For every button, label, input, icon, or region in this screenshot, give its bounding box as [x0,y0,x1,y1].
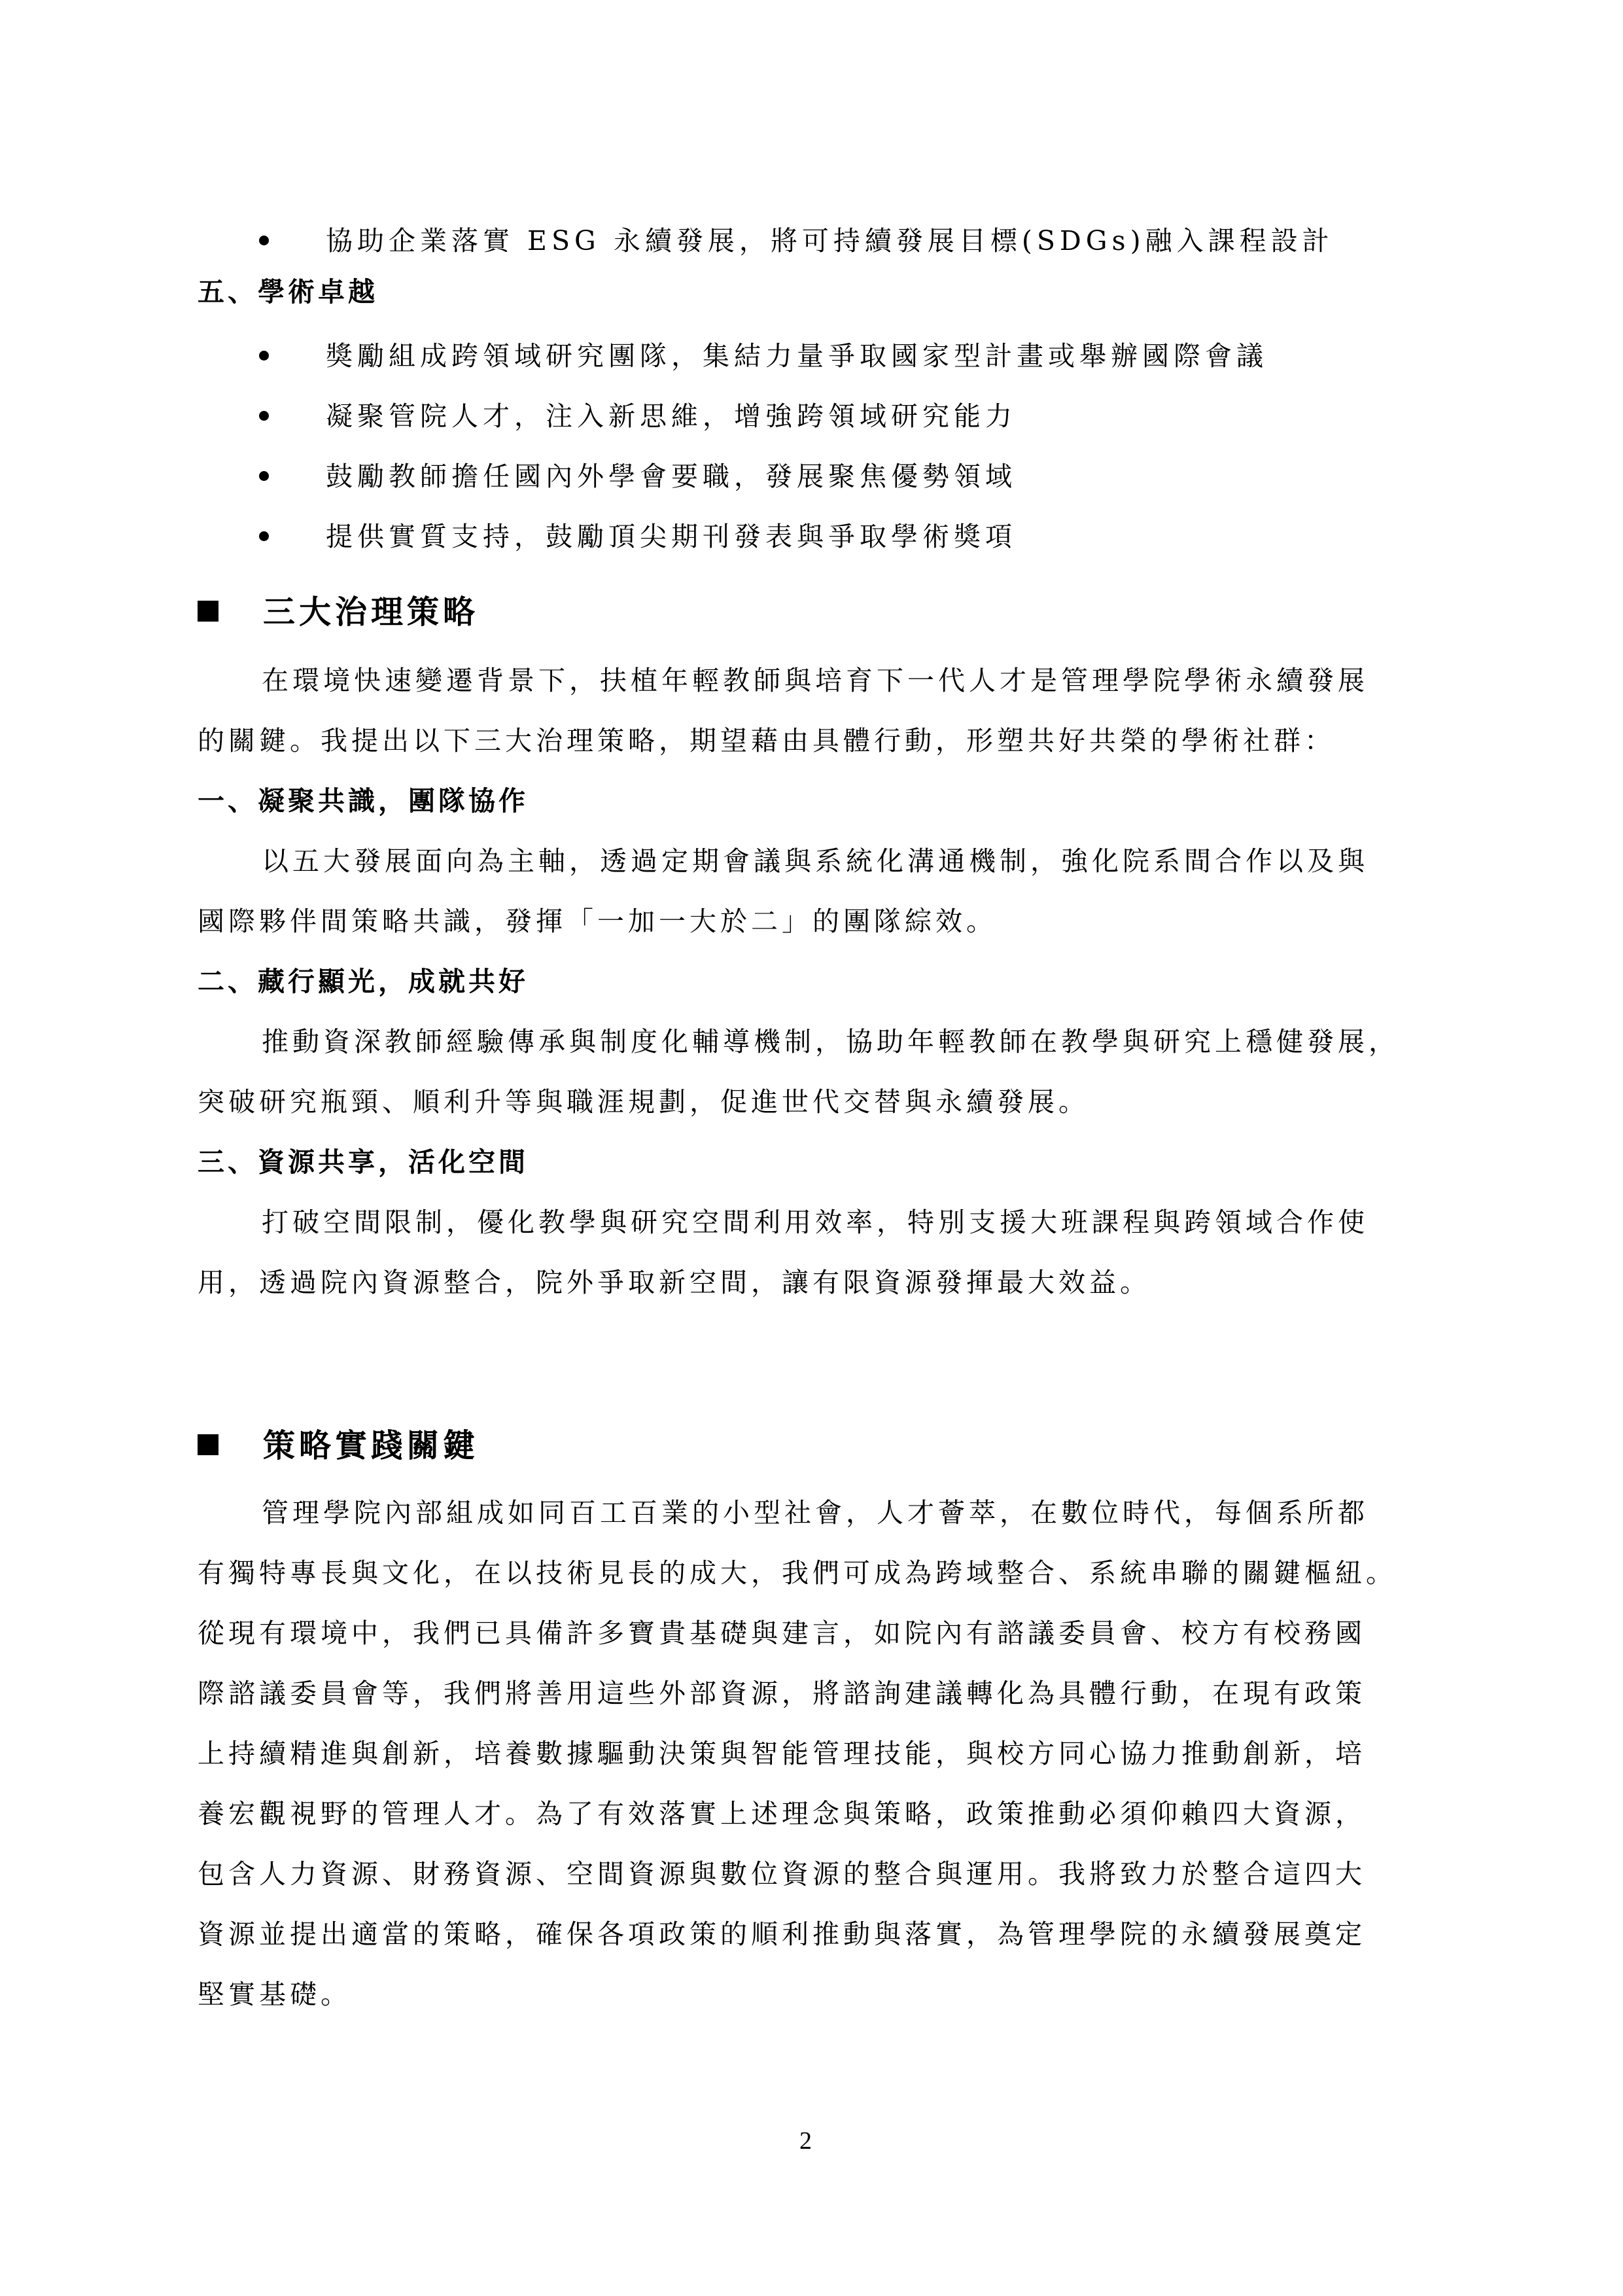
bullet-item [0,323,1623,389]
bullet-item [0,444,1623,509]
paragraph-line: 推動資深教師經驗傳承與制度化輔導機制，協助年輕教師在教學與研究上穩健發展， [262,1026,1399,1057]
paragraph-line: 管理學院內部組成如同百工百業的小型社會，人才薈萃，在數位時代，每個系所都 [262,1497,1369,1528]
bullet-text: 提供實質支持，鼓勵頂尖期刊發表與爭取學術獎項 [326,521,1017,552]
paragraph-line: 從現有環境中，我們已具備許多寶貴基礎與建言，如院內有諮議委員會、校方有校務國 [198,1617,1366,1649]
paragraph-line: 上持續精進與創新，培養數據驅動決策與智能管理技能，與校方同心協力推動創新，培 [198,1738,1366,1769]
paragraph-line: 有獨特專長與文化，在以技術見長的成大，我們可成為跨域整合、系統串聯的關鍵樞紐。 [198,1557,1397,1589]
bullet-text: 獎勵組成跨領域研究團隊，集結力量爭取國家型計畫或舉辦國際會議 [326,340,1268,372]
paragraph-line: 以五大發展面向為主軸，透過定期會議與系統化溝通機制，強化院系間合作以及與 [262,845,1369,877]
section-heading [198,1424,1506,1470]
bullet-dot-icon [259,236,269,245]
paragraph-line: 突破研究瓶頸、順利升等與職涯規劃，促進世代交替與永續發展。 [198,1086,1089,1118]
paragraph-line: 國際夥伴間策略共識，發揮「一加一大於二」的團隊綜效。 [198,906,997,937]
paragraph-line: 資源並提出適當的策略，確保各項政策的順利推動與落實，為管理學院的永續發展奠定 [198,1918,1366,1950]
paragraph-line: 用，透過院內資源整合，院外爭取新空間，讓有限資源發揮最大效益。 [198,1267,1151,1298]
section-heading [198,590,1506,636]
paragraph-line: 堅實基礎。 [198,1979,351,2010]
bullet-item [0,208,1623,274]
strategy-heading: 三、資源共享，活化空間 [198,1146,529,1178]
black-square-icon [198,1434,218,1455]
paragraph-line: 打破空間限制，優化教學與研究空間利用效率，特別支援大班課程與跨領域合作使 [262,1207,1369,1238]
paragraph-line: 際諮議委員會等，我們將善用這些外部資源，將諮詢建議轉化為具體行動，在現有政策 [198,1678,1366,1709]
bullet-text: 協助企業落實 ESG 永續發展，將可持續發展目標(SDGs)融入課程設計 [326,225,1334,256]
bullet-item [0,383,1623,449]
paragraph-line: 包含人力資源、財務資源、空間資源與數位資源的整合與運用。我將致力於整合這四大 [198,1858,1366,1890]
page-number: 2 [799,2127,812,2155]
bullet-dot-icon [259,351,269,361]
bullet-dot-icon [259,411,269,421]
section-title: 三大治理策略 [263,593,480,631]
bullet-item [0,504,1623,569]
paragraph-line: 在環境快速變遷背景下，扶植年輕教師與培育下一代人才是管理學院學術永續發展 [262,665,1369,696]
black-square-icon [198,601,218,622]
strategy-heading: 一、凝聚共識，團隊協作 [198,785,529,817]
bullet-text: 凝聚管院人才，注入新思維，增強跨領域研究能力 [326,400,1017,432]
paragraph-line: 養宏觀視野的管理人才。為了有效落實上述理念與策略，政策推動必須仰賴四大資源， [198,1798,1366,1829]
bullet-text: 鼓勵教師擔任國內外學會要職，發展聚焦優勢領域 [326,461,1017,492]
academic-heading: 五、學術卓越 [198,276,378,308]
strategy-heading: 二、藏行顯光，成就共好 [198,966,529,997]
section-title: 策略實踐關鍵 [263,1426,480,1464]
bullet-dot-icon [259,531,269,541]
bullet-dot-icon [259,471,269,481]
paragraph-line: 的關鍵。我提出以下三大治理策略，期望藉由具體行動，形塑共好共榮的學術社群： [198,725,1335,756]
